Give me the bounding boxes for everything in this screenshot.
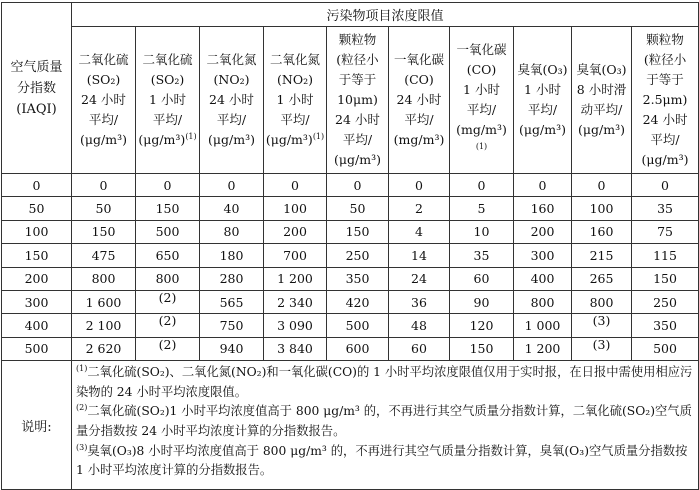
column-header-line: 24 小时 (209, 92, 254, 107)
limit-value-cell: 215 (572, 244, 632, 267)
limit-value-cell: 160 (514, 197, 572, 220)
limit-value-cell: 2 100 (72, 314, 136, 337)
limit-value-cell: 50 (72, 197, 136, 220)
limit-value-cell: 90 (450, 290, 514, 313)
column-header-line: 一氧化碳 (456, 42, 507, 57)
limit-value-cell: 500 (136, 220, 200, 243)
column-header-line: 平均/ (88, 112, 119, 127)
iaqi-value-cell: 0 (2, 174, 72, 197)
column-header-line: (CO) (466, 62, 497, 77)
limit-value-cell: 475 (72, 244, 136, 267)
iaqi-value-cell: 500 (2, 337, 72, 360)
limit-value-cell: 150 (450, 337, 514, 360)
pollutant-column-header (389, 27, 450, 174)
column-header-line: (CO) (404, 72, 434, 87)
aqi-header-line: 分指数 (16, 80, 56, 96)
iaqi-value-cell: 400 (2, 314, 72, 337)
limit-value-cell: 36 (389, 290, 450, 313)
column-header-line: 臭氧(O₃) (576, 62, 627, 77)
limit-value-cell: 565 (200, 290, 264, 313)
note-item (76, 402, 694, 441)
limit-value-cell: 150 (632, 267, 699, 290)
limit-value-cell: 250 (327, 244, 389, 267)
pollutant-column-header (514, 27, 572, 174)
pollutant-column-header (200, 27, 264, 174)
limit-value-cell: 800 (514, 290, 572, 313)
column-header-line: 于等于 (646, 72, 684, 87)
limit-value-cell: 800 (72, 267, 136, 290)
limit-value-cell: 400 (514, 267, 572, 290)
limit-value-cell: 10 (450, 220, 514, 243)
note-text: 二氧化硫(SO₂)1 小时平均浓度值高于 800 μg/m³ 的，不再进行其空气质量分指数计算，二氧化硫(SO₂)空气质量分指数按 24 小时平均浓度计算的分指数报告。 (76, 404, 692, 438)
table-row (2, 197, 699, 220)
iaqi-value-cell: 100 (2, 220, 72, 243)
column-header-line: (μg/m³) (265, 132, 313, 147)
limit-value-cell: 24 (389, 267, 450, 290)
column-header-line: (μg/m³) (334, 152, 381, 167)
column-header-line: 24 小时 (642, 112, 688, 127)
footnote-mark: (1) (312, 131, 325, 141)
pollutant-column-header (572, 27, 632, 174)
column-header-line: 平均/ (216, 112, 247, 127)
limit-value-cell: 0 (327, 174, 389, 197)
limit-value-cell: 50 (327, 197, 389, 220)
column-header-line: 平均/ (527, 102, 558, 117)
limit-value-cell: 150 (136, 197, 200, 220)
column-header-line: 颗粒物 (338, 32, 377, 47)
limit-value-cell: 150 (327, 220, 389, 243)
column-header-line: (μg/m³) (641, 152, 689, 167)
column-header-line: 2.5μm) (642, 92, 688, 107)
note-mark: (2) (76, 403, 88, 413)
table-row (2, 244, 699, 267)
column-header-line: (SO₂) (86, 72, 121, 87)
table-row (2, 337, 699, 360)
limit-value-cell: 800 (136, 267, 200, 290)
pollutant-column-header (72, 27, 136, 174)
limit-value-cell: 100 (264, 197, 327, 220)
limit-value-cell: 800 (572, 290, 632, 313)
notes-label: 说明: (2, 361, 72, 490)
column-header-line: 1 小时 (276, 92, 314, 107)
column-header-line: 平均/ (342, 132, 373, 147)
footnote-mark: (1) (475, 141, 488, 151)
column-header-line: 平均/ (152, 112, 183, 127)
pollutant-column-header (327, 27, 389, 174)
iaqi-value-cell: 50 (2, 197, 72, 220)
limit-value-cell: 48 (389, 314, 450, 337)
limit-value-cell: 100 (572, 197, 632, 220)
limit-value-cell: (2) (136, 290, 200, 313)
limit-value-cell: 200 (264, 220, 327, 243)
column-header-line: (μg/m³) (578, 122, 625, 137)
limit-value-cell: 4 (389, 220, 450, 243)
column-header-line: 1 小时 (463, 82, 500, 97)
limit-value-cell: 3 090 (264, 314, 327, 337)
table-row (2, 314, 699, 337)
limit-value-cell: 60 (389, 337, 450, 360)
column-header-line: (μg/m³) (519, 122, 566, 137)
pollutant-column-header (632, 27, 699, 174)
limit-value-cell: 115 (632, 244, 699, 267)
column-header-line: 动平均/ (580, 102, 623, 117)
aqi-concentration-limit-table (1, 2, 699, 490)
limit-value-cell: 265 (572, 267, 632, 290)
column-header-line: 8 小时滑 (576, 82, 627, 97)
column-header-line: 二氧化硫 (78, 52, 129, 67)
limit-value-cell: (2) (136, 314, 200, 337)
limit-value-cell: 160 (572, 220, 632, 243)
limit-value-cell: 3 840 (264, 337, 327, 360)
aqi-header-cell (2, 3, 72, 174)
column-header-line: 二氧化氮 (269, 52, 320, 67)
limit-value-cell: 280 (200, 267, 264, 290)
column-header-line: (μg/m³) (208, 132, 255, 147)
column-header-line: (NO₂) (277, 72, 313, 87)
limit-value-cell: 60 (450, 267, 514, 290)
column-header-line: (μg/m³) (80, 132, 127, 147)
limit-value-cell: 350 (327, 267, 389, 290)
limit-value-cell: 1 200 (264, 267, 327, 290)
limit-value-cell: 420 (327, 290, 389, 313)
limit-value-cell: 300 (514, 244, 572, 267)
limit-value-cell: 35 (450, 244, 514, 267)
limit-value-cell: 940 (200, 337, 264, 360)
limit-value-cell: 35 (632, 197, 699, 220)
limit-value-cell: 2 (389, 197, 450, 220)
limit-value-cell: 5 (450, 197, 514, 220)
limit-value-cell: 150 (72, 220, 136, 243)
table-row (2, 290, 699, 313)
column-header-line: 二氧化硫 (142, 52, 193, 67)
limit-value-cell: 0 (632, 174, 699, 197)
column-header-line: 平均/ (280, 112, 310, 127)
note-item (76, 442, 694, 481)
column-header-line: 平均/ (650, 132, 680, 147)
column-header-line: 二氧化氮 (206, 52, 257, 67)
column-header-line: 于等于 (338, 72, 377, 87)
column-header-line: 颗粒物 (646, 32, 684, 47)
limit-value-cell: (2) (136, 337, 200, 360)
column-header-line: (粒径小 (643, 52, 687, 67)
limit-value-cell: 500 (632, 337, 699, 360)
limit-value-cell: 0 (136, 174, 200, 197)
iaqi-value-cell: 300 (2, 290, 72, 313)
column-header-line: (粒径小 (336, 52, 379, 67)
limit-value-cell: 80 (200, 220, 264, 243)
limit-value-cell: 600 (327, 337, 389, 360)
column-header-line: (NO₂) (213, 72, 250, 87)
limit-value-cell: 180 (200, 244, 264, 267)
column-header-line: 24 小时 (81, 92, 126, 107)
limit-value-cell: 40 (200, 197, 264, 220)
column-header-line: (mg/m³) (456, 122, 507, 137)
notes-cell (72, 361, 699, 490)
aqi-header-line: 空气质量 (10, 59, 63, 75)
column-header-line: 平均/ (404, 112, 434, 127)
limit-value-cell: 650 (136, 244, 200, 267)
column-header-line: (μg/m³) (138, 132, 186, 147)
note-mark: (1) (76, 364, 88, 374)
limit-value-cell: 0 (389, 174, 450, 197)
column-header-line: 1 小时 (149, 92, 186, 107)
limit-value-cell: 0 (450, 174, 514, 197)
limit-value-cell: 0 (264, 174, 327, 197)
limit-value-cell: 0 (514, 174, 572, 197)
limit-value-cell: 1 200 (514, 337, 572, 360)
limit-value-cell: 250 (632, 290, 699, 313)
column-header-line: 臭氧(O₃) (517, 62, 568, 77)
note-text: 二氧化硫(SO₂)、二氧化氮(NO₂)和一氧化碳(CO)的 1 小时平均浓度限值仅用于实时报，在日报中需使用相应污染物的 24 小时平均浓度限值。 (76, 365, 693, 399)
footnote-mark: (1) (185, 131, 197, 141)
limit-value-cell: 350 (632, 314, 699, 337)
limit-value-cell: 500 (327, 314, 389, 337)
limit-value-cell: 75 (632, 220, 699, 243)
pollutant-group-title: 污染物项目浓度限值 (72, 3, 699, 27)
column-header-line: 一氧化碳 (393, 52, 444, 67)
iaqi-value-cell: 150 (2, 244, 72, 267)
column-header-line: (SO₂) (150, 72, 185, 87)
limit-value-cell: (3) (572, 337, 632, 360)
table-row (2, 267, 699, 290)
limit-value-cell: 120 (450, 314, 514, 337)
limit-value-cell: 1 600 (72, 290, 136, 313)
column-header-line: 10μm) (337, 92, 378, 107)
limit-value-cell: 0 (72, 174, 136, 197)
limit-value-cell: 200 (514, 220, 572, 243)
limit-value-cell: 2 340 (264, 290, 327, 313)
limit-value-cell: 14 (389, 244, 450, 267)
table-row (2, 220, 699, 243)
limit-value-cell: 2 620 (72, 337, 136, 360)
note-text: 臭氧(O₃)8 小时平均浓度值高于 800 μg/m³ 的，不再进行其空气质量分指数计算，臭氧(O₃)空气质量分指数按 1 小时平均浓度计算的分指数报告。 (76, 443, 688, 478)
note-item (76, 363, 694, 402)
limit-value-cell: 700 (264, 244, 327, 267)
column-header-line: 1 小时 (524, 82, 561, 97)
column-header-line: 24 小时 (335, 112, 380, 127)
limit-value-cell: 0 (572, 174, 632, 197)
pollutant-column-header (264, 27, 327, 174)
iaqi-value-cell: 200 (2, 267, 72, 290)
column-header-line: 平均/ (466, 102, 497, 117)
limit-value-cell: 0 (200, 174, 264, 197)
pollutant-column-header (136, 27, 200, 174)
limit-value-cell: 1 000 (514, 314, 572, 337)
limit-value-cell: 750 (200, 314, 264, 337)
table-row (2, 174, 699, 197)
limit-value-cell: (3) (572, 314, 632, 337)
aqi-header-line: (IAQI) (16, 101, 57, 117)
column-header-line: 24 小时 (396, 92, 442, 107)
note-mark: (3) (76, 442, 88, 452)
pollutant-column-header (450, 27, 514, 174)
column-header-line: (mg/m³) (393, 132, 445, 147)
